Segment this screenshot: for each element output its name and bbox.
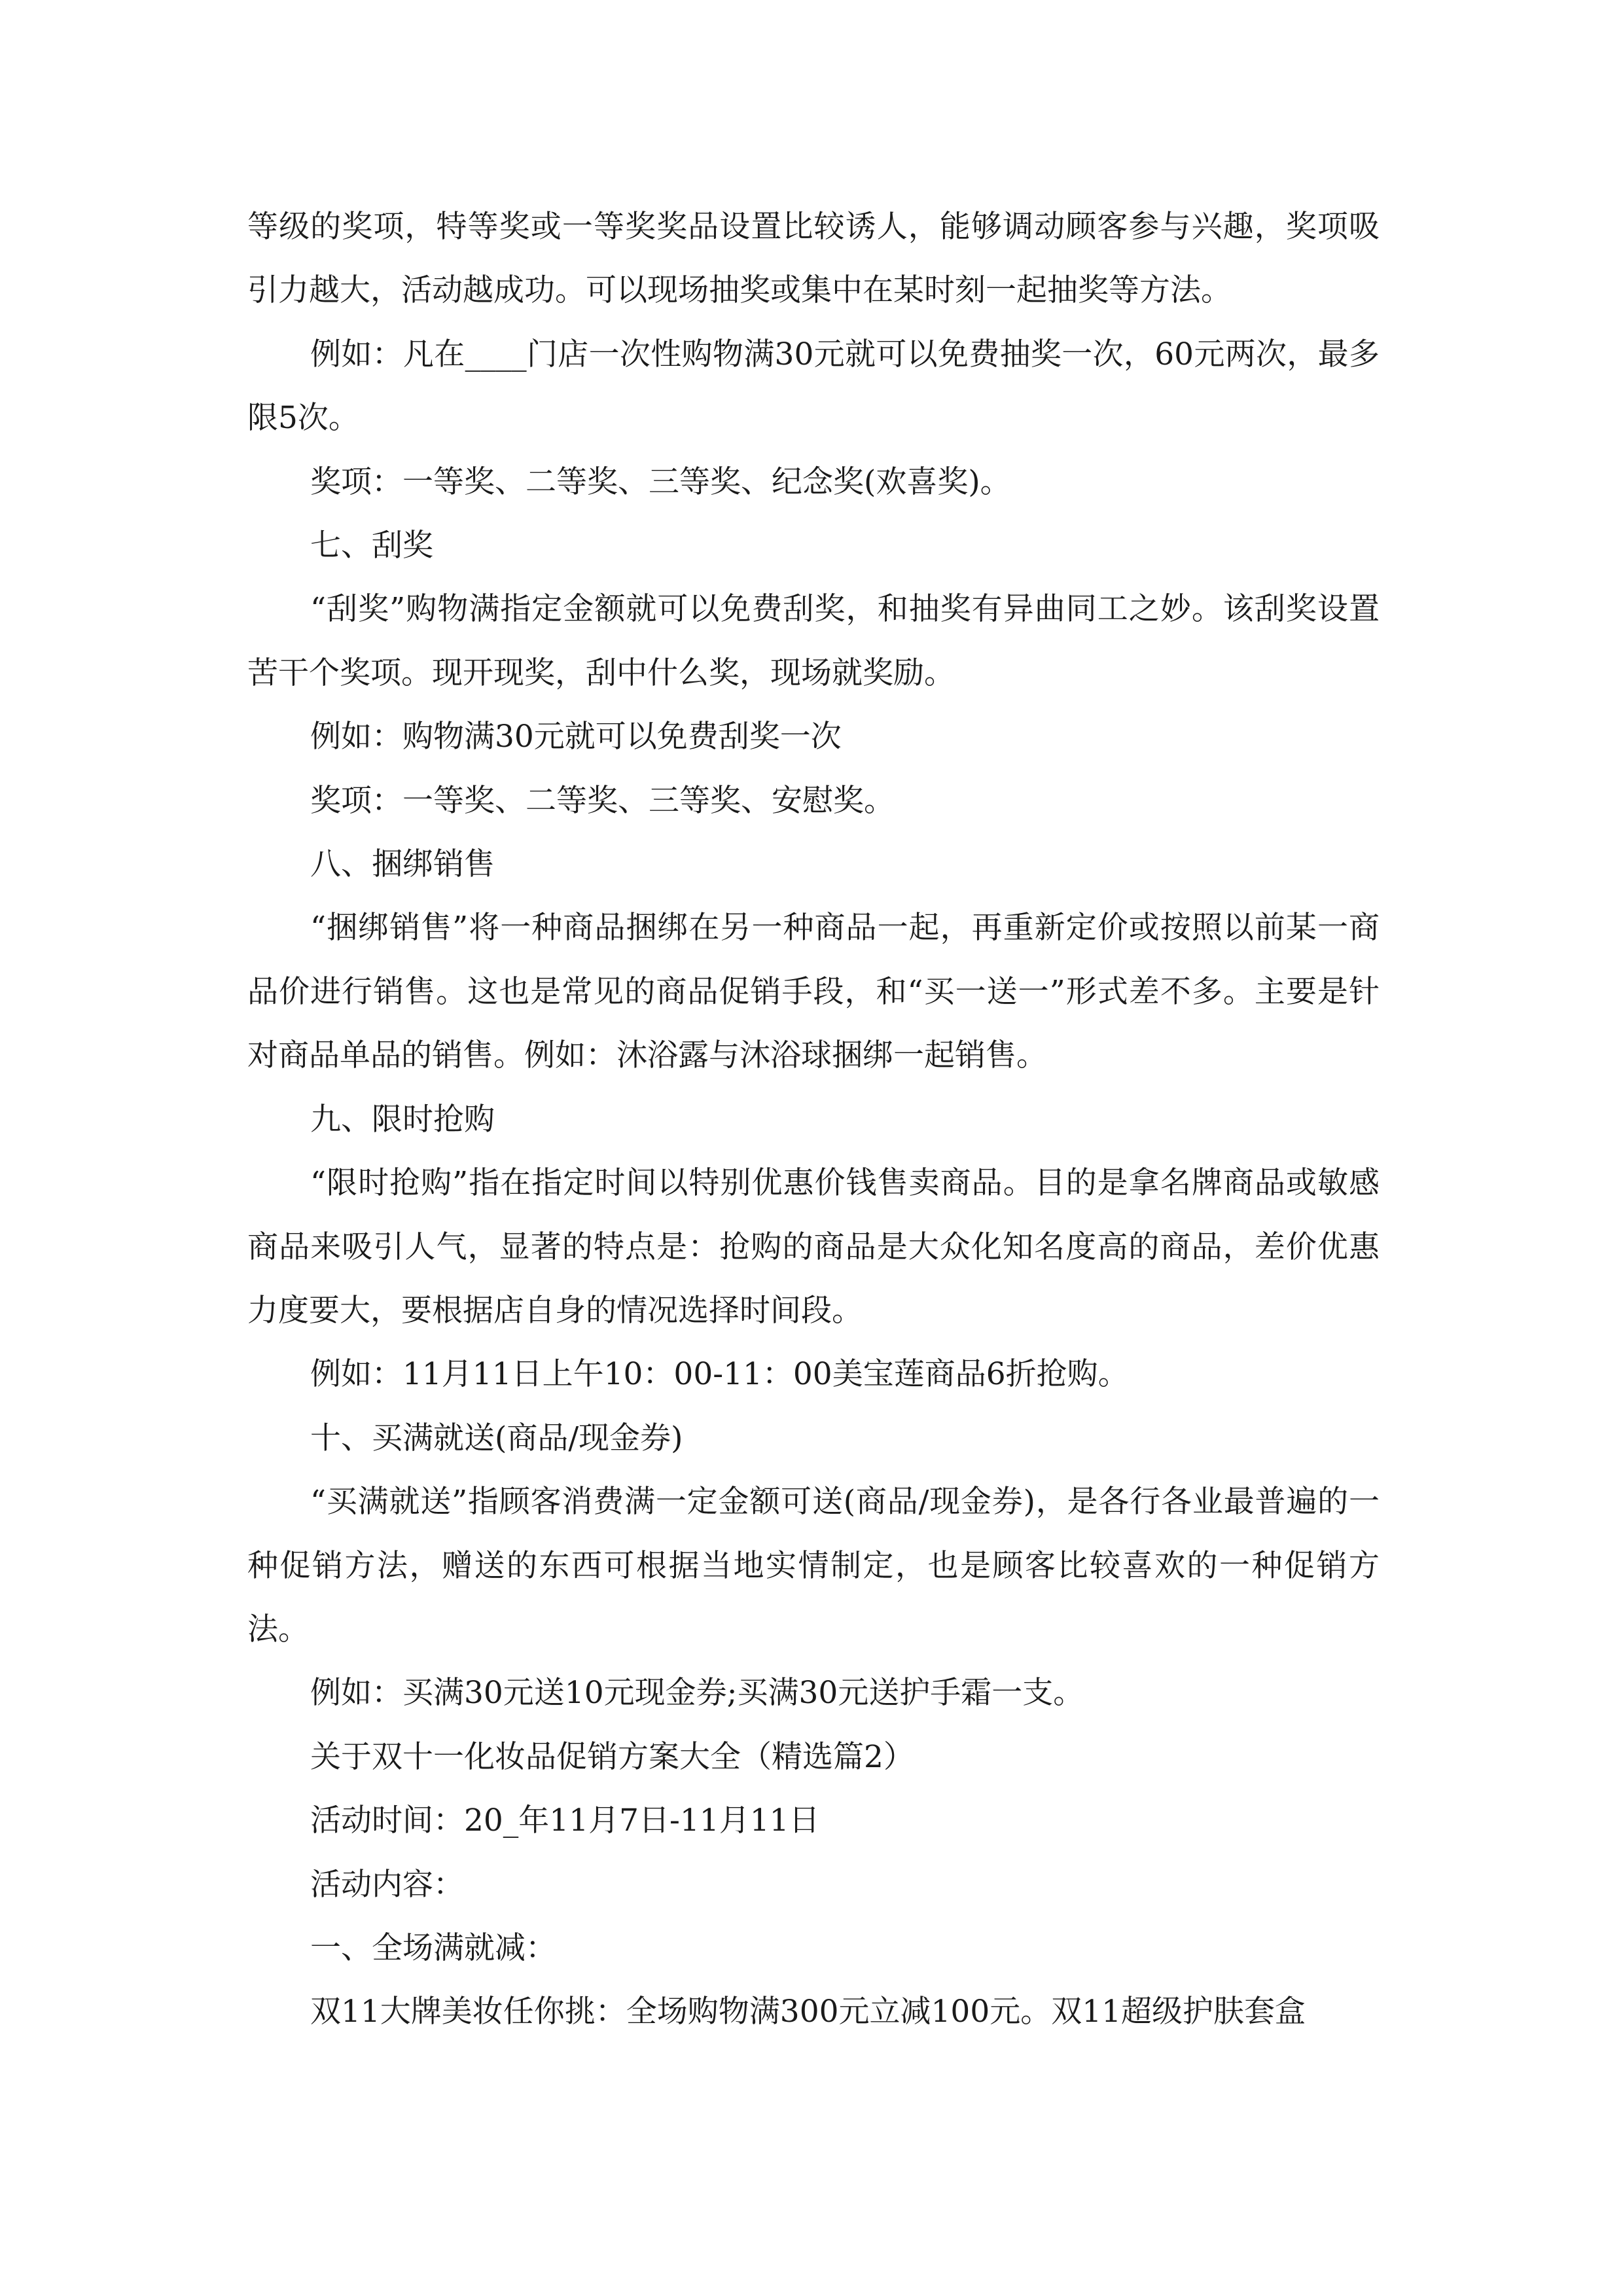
section-heading: 九、限时抢购 <box>310 1101 495 1138</box>
paragraph: “刮奖”购物满指定金额就可以免费刮奖，和抽奖有异曲同工之妙。该刮奖设置苦干个奖项。现开现奖，刮中什么奖，现场就奖励。 <box>247 591 1380 691</box>
paragraph: 等级的奖项，特等奖或一等奖奖品设置比较诱人，能够调动顾客参与兴趣，奖项吸引力越大，活动越成功。可以现场抽奖或集中在某时刻一起抽奖等方法。 <box>247 209 1380 309</box>
paragraph: “捆绑销售”将一种商品捆绑在另一种商品一起，再重新定价或按照以前某一商品价进行销售。这也是常见的商品促销手段，和“买一送一”形式差不多。主要是针对商品单品的销售。例如：沐浴露与沐浴球捆绑一起销售。 <box>247 910 1380 1074</box>
paragraph: “买满就送”指顾客消费满一定金额可送(商品/现金券)，是各行各业最普遍的一种促销方法，赠送的东西可根据当地实情制定，也是顾客比较喜欢的一种促销方法。 <box>247 1484 1380 1647</box>
document-body <box>247 195 1380 2044</box>
paragraph: 活动内容： <box>310 1866 464 1903</box>
paragraph: 奖项：一等奖、二等奖、三等奖、安慰奖。 <box>310 782 895 819</box>
paragraph: 例如：买满30元送10元现金券;买满30元送护手霜一支。 <box>310 1675 1084 1712</box>
paragraph: 双11大牌美妆任你挑：全场购物满300元立减100元。双11超级护肤套盒 <box>310 1994 1306 2030</box>
section-heading: 十、买满就送(商品/现金券) <box>310 1420 683 1456</box>
paragraph: 活动时间：20_年11月7日-11月11日 <box>310 1803 820 1839</box>
paragraph: 例如：购物满30元就可以免费刮奖一次 <box>310 719 842 755</box>
paragraph: 例如：11月11日上午10：00-11：00美宝莲商品6折抢购。 <box>310 1356 1129 1393</box>
article-title: 关于双十一化妆品促销方案大全（精选篇2） <box>310 1738 914 1775</box>
section-heading: 一、全场满就减： <box>310 1929 556 1966</box>
paragraph: 奖项：一等奖、二等奖、三等奖、纪念奖(欢喜奖)。 <box>310 463 1011 500</box>
paragraph: “限时抢购”指在指定时间以特别优惠价钱售卖商品。目的是拿名牌商品或敏感商品来吸引人气，显著的特点是：抢购的商品是大众化知名度高的商品，差价优惠力度要大，要根据店自身的情况选择时间段。 <box>247 1165 1380 1329</box>
paragraph: 例如：凡在____门店一次性购物满30元就可以免费抽奖一次，60元两次，最多限5次。 <box>247 336 1380 437</box>
section-heading: 七、刮奖 <box>310 528 433 564</box>
section-heading: 八、捆绑销售 <box>310 846 495 883</box>
